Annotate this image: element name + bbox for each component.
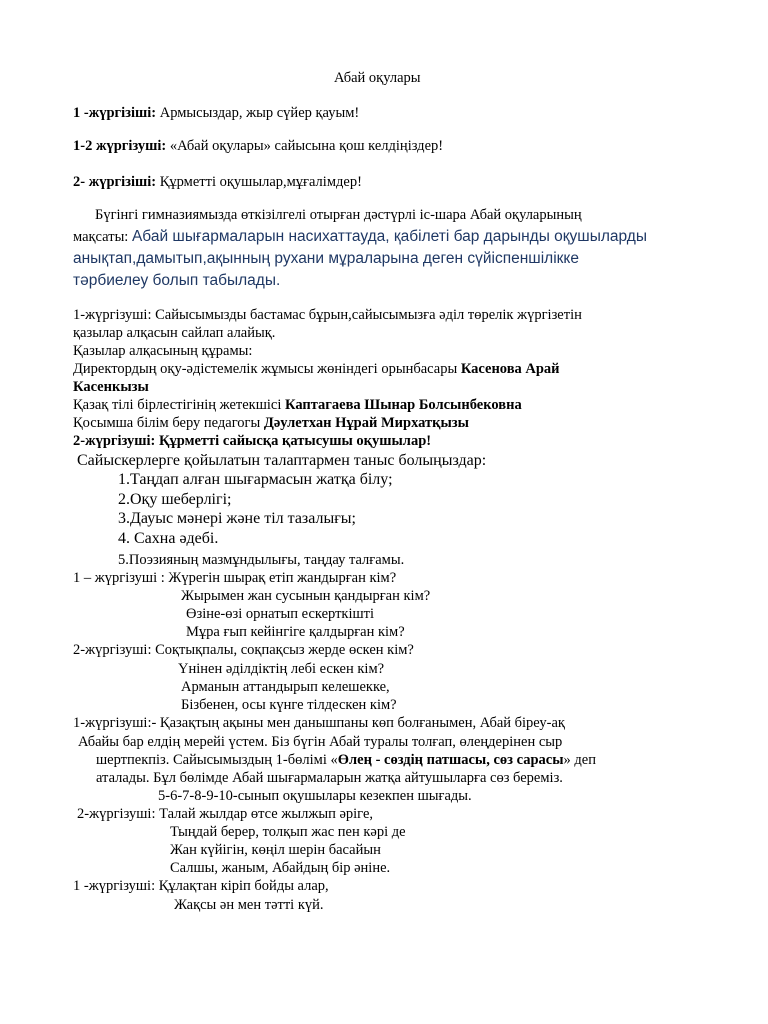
purpose-highlight: Абай шығармаларын насихаттауда, қабілеті бар дарынды оқушыларды (131, 228, 647, 245)
verse-1-line: Өзіне-өзі орнатып ескерткішті (186, 606, 375, 622)
participants-text: 2-жүргізуші: Құрметті сайысқа қатысушы оқушылар! (73, 433, 432, 449)
purpose-line-2: анықтап,дамытып,ақынның рухани мұраларына деген сүйіспеншілікке (73, 250, 580, 267)
purpose-line-3: тәрбиелеу болып табылады. (73, 272, 281, 289)
jury-member-1 (73, 360, 560, 378)
line-text: шертпекпіз. Сайысымыздың 1-бөлімі « (96, 752, 338, 768)
jury-intro-2: қазылар алқасын сайлап алайық. (73, 325, 276, 341)
purpose-lead: Бүгінгі гимназиямызда өткізілгелі отырған дәстүрлі іс-шара Абай оқуларының (95, 207, 582, 223)
member-name: Касенова Арай (460, 361, 560, 377)
requirement-item: 2.Оқу шеберлігі; (118, 491, 232, 508)
verse-3-line: Салшы, жаным, Абайдың бір әніне. (170, 860, 391, 876)
purpose-label: мақсаты: (73, 229, 132, 245)
purpose-line-1 (73, 228, 647, 246)
intro-line-2 (73, 137, 443, 155)
verse-3-line: 2-жүргізуші: Талай жылдар өтсе жылжып әріге, (77, 806, 374, 822)
part-1-line: 1-жүргізуші:- Қазақтың ақыны мен данышпаны көп болғанымен, Абай біреу-ақ (73, 715, 565, 731)
verse-1-line: 1 – жүргізуші : Жүрегін шырақ етіп жандырған кім? (73, 570, 397, 586)
document-title: Абай оқулары (334, 70, 421, 86)
intro-line-3 (73, 173, 362, 191)
verse-1-line: Мұра ғып кейінгіге қалдырған кім? (186, 624, 405, 640)
part-1-line: 5-6-7-8-9-10-сынып оқушылары кезекпен шығады. (158, 788, 472, 804)
line-text: Құрметті оқушылар,мұғалімдер! (156, 174, 362, 190)
member-role: Қосымша білім беру педагогы (73, 415, 264, 431)
verse-3-line: Тыңдай берер, толқып жас пен кәрі де (170, 824, 406, 840)
part-1-line: Абайы бар елдің мерейі үстем. Біз бүгін Абай туралы толғап, өлеңдерінен сыр (78, 734, 563, 750)
requirements-intro: Сайыскерлерге қойылатын талаптармен таныс болыңыздар: (77, 452, 487, 469)
verse-1-line: Жырымен жан сусынын қандырған кім? (181, 588, 431, 604)
line-text: » деп (563, 752, 596, 768)
part-1-line: аталады. Бұл бөлімде Абай шығармаларын жатқа айтушыларға сөз береміз. (96, 770, 563, 786)
verse-2-line: Бізбенен, осы күнге тілдескен кім? (181, 697, 397, 713)
jury-intro-1: 1-жүргізуші: Сайысымызды бастамас бұрын,сайысымызға әділ төрелік жүргізетін (73, 307, 582, 323)
jury-heading: Қазылар алқасының құрамы: (73, 343, 253, 359)
section-title: Өлең - сөздің патшасы, сөз сарасы (337, 752, 564, 768)
verse-4-line: Жақсы ән мен тәтті күй. (174, 897, 324, 913)
participants-line (73, 432, 431, 450)
speaker-label: 1 -жүргізіші: (73, 105, 157, 121)
jury-member-1-cont (73, 378, 149, 396)
speaker-label: 2- жүргізіші: (73, 174, 157, 190)
member-name: Каптагаева Шынар Болсынбековна (285, 397, 522, 413)
part-1-line (96, 751, 596, 769)
jury-member-3 (73, 414, 469, 432)
requirement-item: 5.Поэзияның мазмұндылығы, таңдау талғамы. (118, 552, 405, 568)
member-name: Дәулетхан Нұрай Мирхатқызы (263, 415, 469, 431)
line-text: Армысыздар, жыр сүйер қауым! (156, 105, 360, 121)
verse-4-line: 1 -жүргізуші: Құлақтан кіріп бойды алар, (73, 878, 329, 894)
member-name: Касенкызы (73, 379, 149, 395)
requirement-item: 1.Таңдап алған шығармасын жатқа білу; (118, 471, 393, 488)
requirement-item: 4. Сахна әдебі. (118, 530, 219, 547)
verse-2-line: 2-жүргізуші: Соқтықпалы, соқпақсыз жерде өскен кім? (73, 642, 414, 658)
verse-2-line: Арманын аттандырып келешекке, (181, 679, 390, 695)
intro-line-1 (73, 104, 359, 122)
member-role: Қазақ тілі бірлестігінің жетекшісі (73, 397, 286, 413)
requirement-item: 3.Дауыс мәнері және тіл тазалығы; (118, 510, 356, 527)
jury-member-2 (73, 396, 522, 414)
verse-3-line: Жан күйігін, көңіл шерін басайын (170, 842, 381, 858)
member-role: Директордың оқу-әдістемелік жұмысы жөніндегі орынбасары (73, 361, 461, 377)
verse-2-line: Үнінен әділдіктің лебі ескен кім? (178, 661, 385, 677)
speaker-label: 1-2 жүргізуші: (73, 138, 167, 154)
line-text: «Абай оқулары» сайысына қош келдіңіздер! (166, 138, 444, 154)
